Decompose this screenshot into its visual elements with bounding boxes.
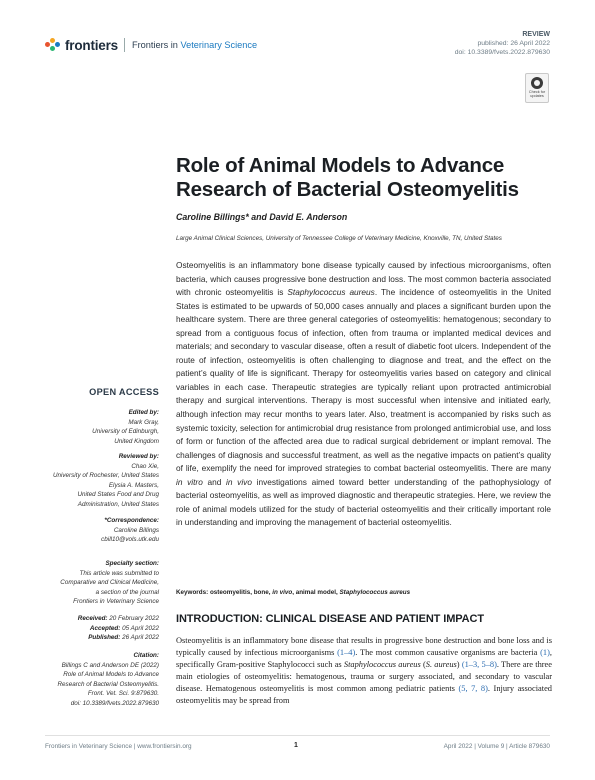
correspondence-block <box>40 516 159 545</box>
article-title <box>176 154 556 202</box>
journal-prefix: Frontiers in <box>131 40 178 50</box>
citation-link[interactable]: (1–4) <box>337 648 356 658</box>
published-date: published: 26 April 2022 <box>477 40 550 48</box>
crossmark-label-1: Check for <box>528 90 546 94</box>
body-species: S. aureus <box>425 660 457 670</box>
abstract-text: . The incidence of osteomyelitis in the United States is estimated to be upwards of 50,000 cases annually and places a significant burden upon the healthcare system. There are three general categories of osteomyelitis: hematogenous; secondary to spread from a contiguous focus of infection, often from trauma or implanted medical devices and materials; and secondary to vascular disease, often a result of diabetic foot ulcers. Independent of the route of infection, osteomyelitis is often challenging to diagnose and treat, and the effect on the patient’s quality of life is significant. Therapy for osteomyelitis varies based on category and clinical variables in each case. Therapeutic strategies are typically reliant upon protracted antimicrobial therapy and surgical interventions. Therapy is most successful when intensive and initiated early, although infection may recur months to years later. Also, treatment is accompanied by risks such as systemic toxicity, selection for antimicrobial drug resistance from prolonged antimicrobial use, and loss of form or function of the affected area due to radical surgical debridement or implant removal. The challenges of diagnosis and successful treatment, as well as the negative impacts on patient’s quality of life, exemplify the need for improved strategies to combat bacterial osteomyelitis. There are many <box>176 287 552 474</box>
check-for-updates-button[interactable] <box>525 73 549 103</box>
abstract <box>176 259 551 530</box>
body-text: ( <box>420 660 426 670</box>
journal-title: Veterinary Science <box>180 40 258 50</box>
abstract-term: in vivo <box>226 476 252 487</box>
specialty-line: This article was submitted to <box>79 569 159 577</box>
open-access-label: OPEN ACCESS <box>89 387 159 397</box>
abstract-text: Osteomyelitis is an inflammatory bone disease typically caused by infectious microorganisms, often bacteria, which causes progressive bone destruction and loss. The most common bacteria associated with chronic osteomyelitis is <box>176 260 551 298</box>
authors[interactable]: Caroline Billings* and David E. Anderson <box>176 212 348 222</box>
reviewer-line: United States Food and Drug <box>77 491 159 499</box>
reviewer-line: University of Rochester, United States <box>52 472 159 480</box>
section-heading: INTRODUCTION: CLINICAL DISEASE AND PATIENT IMPACT <box>176 613 484 625</box>
specialty-line: Comparative and Clinical Medicine, <box>60 579 159 587</box>
dates-block <box>40 614 159 643</box>
accepted-date <box>40 624 159 634</box>
keywords-text: , animal model, <box>292 589 340 596</box>
keywords-term: Staphylococcus aureus <box>339 589 411 596</box>
abstract-text: and <box>202 476 227 487</box>
correspondence-label: *Correspondence: <box>104 517 159 524</box>
correspondence-name: Caroline Billings <box>113 526 159 534</box>
crossmark-label-2: updates <box>530 94 544 99</box>
section-body <box>176 635 552 707</box>
footer-divider <box>45 735 550 736</box>
editor-line[interactable]: Mark Gray, <box>128 418 159 426</box>
reviewer-line: Administration, United States <box>77 500 159 508</box>
article-meta <box>455 30 550 58</box>
abstract-text: investigations aimed toward better understanding of the pathophysiology of bacterial osteomyelitis, as well as improved diagnostic and therapeutic strategies. Here, we review the role of animal models utilized for the study of bacterial osteomyelitis and their critically important role in understanding and improving the management of bacterial osteomyelitis. <box>176 476 552 528</box>
specialty-line: Frontiers in Veterinary Science <box>73 598 159 606</box>
keywords-label: Keywords: <box>176 589 209 596</box>
specialty-line: a section of the journal <box>95 588 159 596</box>
logo-divider <box>124 38 125 52</box>
journal-logo[interactable] <box>45 36 257 54</box>
published-value: 26 April 2022 <box>120 634 159 642</box>
page-number: 1 <box>294 742 298 749</box>
title-line-2: Research of Bacterial Osteomyelitis <box>176 178 519 201</box>
body-text: Osteomyelitis is an inflammatory bone disease that results in progressive bone destruction and bone loss and is typically caused by infectious microorganisms <box>176 636 552 658</box>
affiliation: Large Animal Clinical Sciences, University of Tennessee College of Veterinary Medicine, Knoxville, TN, United States <box>176 235 502 242</box>
body-text: . There are three main etiologies of osteomyelitis: hematogenous, trauma or surgery associated, and secondary to vascular disease. Hematogenous osteomyelitis is most common among pediatric patients <box>176 660 552 694</box>
reviewed-by-block <box>40 452 159 510</box>
citation-link[interactable]: (1) <box>540 648 550 658</box>
published-label: Published: <box>88 634 121 642</box>
citation-line: Billings C and Anderson DE (2022) <box>61 661 159 669</box>
body-text: , specifically Gram-positive Staphylococci such as <box>176 648 552 670</box>
footer-issue: April 2022 | Volume 9 | Article 879630 <box>443 743 550 750</box>
edited-by-block <box>40 408 159 446</box>
citation-block <box>40 651 159 709</box>
accepted-value: 05 April 2022 <box>120 624 159 632</box>
crossmark-icon <box>531 77 543 89</box>
citation-line: Role of Animal Models to Advance <box>63 671 159 679</box>
doi-link[interactable]: doi: 10.3389/fvets.2022.879630 <box>454 49 550 57</box>
journal-name <box>132 40 257 50</box>
logo-wordmark: frontiers <box>65 37 118 53</box>
received-date <box>40 614 159 624</box>
published-date-side <box>40 633 159 643</box>
article-type: REVIEW <box>522 31 550 38</box>
abstract-term: in vitro <box>176 476 203 487</box>
title-line-1: Role of Animal Models to Advance <box>176 154 505 177</box>
citation-line: Front. Vet. Sci. 9:879630. <box>87 690 159 698</box>
footer-journal[interactable]: Frontiers in Veterinary Science | www.frontiersin.org <box>45 743 192 750</box>
citation-link[interactable]: (1–3, 5–8) <box>461 660 497 670</box>
reviewed-by-label: Reviewed by: <box>118 453 159 460</box>
reviewer-line[interactable]: Chao Xie, <box>131 462 159 470</box>
keywords <box>176 589 410 596</box>
citation-doi[interactable]: doi: 10.3389/fvets.2022.879630 <box>70 699 159 707</box>
keywords-term: in vivo <box>272 589 293 596</box>
accepted-label: Accepted: <box>89 624 121 632</box>
citation-line: Research of Bacterial Osteomyelitis. <box>57 680 159 688</box>
body-text: ) <box>456 660 462 670</box>
body-species: Staphylococcus aureus <box>343 660 421 670</box>
body-text: . Injury associated osteomyelitis may be spread from <box>176 684 552 706</box>
abstract-species: Staphylococcus aureus <box>287 287 375 298</box>
editor-line: United Kingdom <box>114 437 159 445</box>
editor-line: University of Edinburgh, <box>92 428 159 436</box>
specialty-block <box>40 559 159 607</box>
body-text: . The most common causative organisms are bacteria <box>355 648 541 658</box>
reviewer-line[interactable]: Elysia A. Masters, <box>108 481 159 489</box>
edited-by-label: Edited by: <box>128 409 159 416</box>
specialty-label: Specialty section: <box>105 560 159 567</box>
received-label: Received: <box>77 615 108 622</box>
received-value: 20 February 2022 <box>107 615 159 622</box>
correspondence-email[interactable]: cbill10@vols.utk.edu <box>101 536 159 544</box>
citation-link[interactable]: (5, 7, 8) <box>458 684 488 694</box>
citation-label: Citation: <box>133 652 159 659</box>
keywords-text: osteomyelitis, bone, <box>208 589 273 596</box>
frontiers-logo-icon <box>45 38 61 52</box>
